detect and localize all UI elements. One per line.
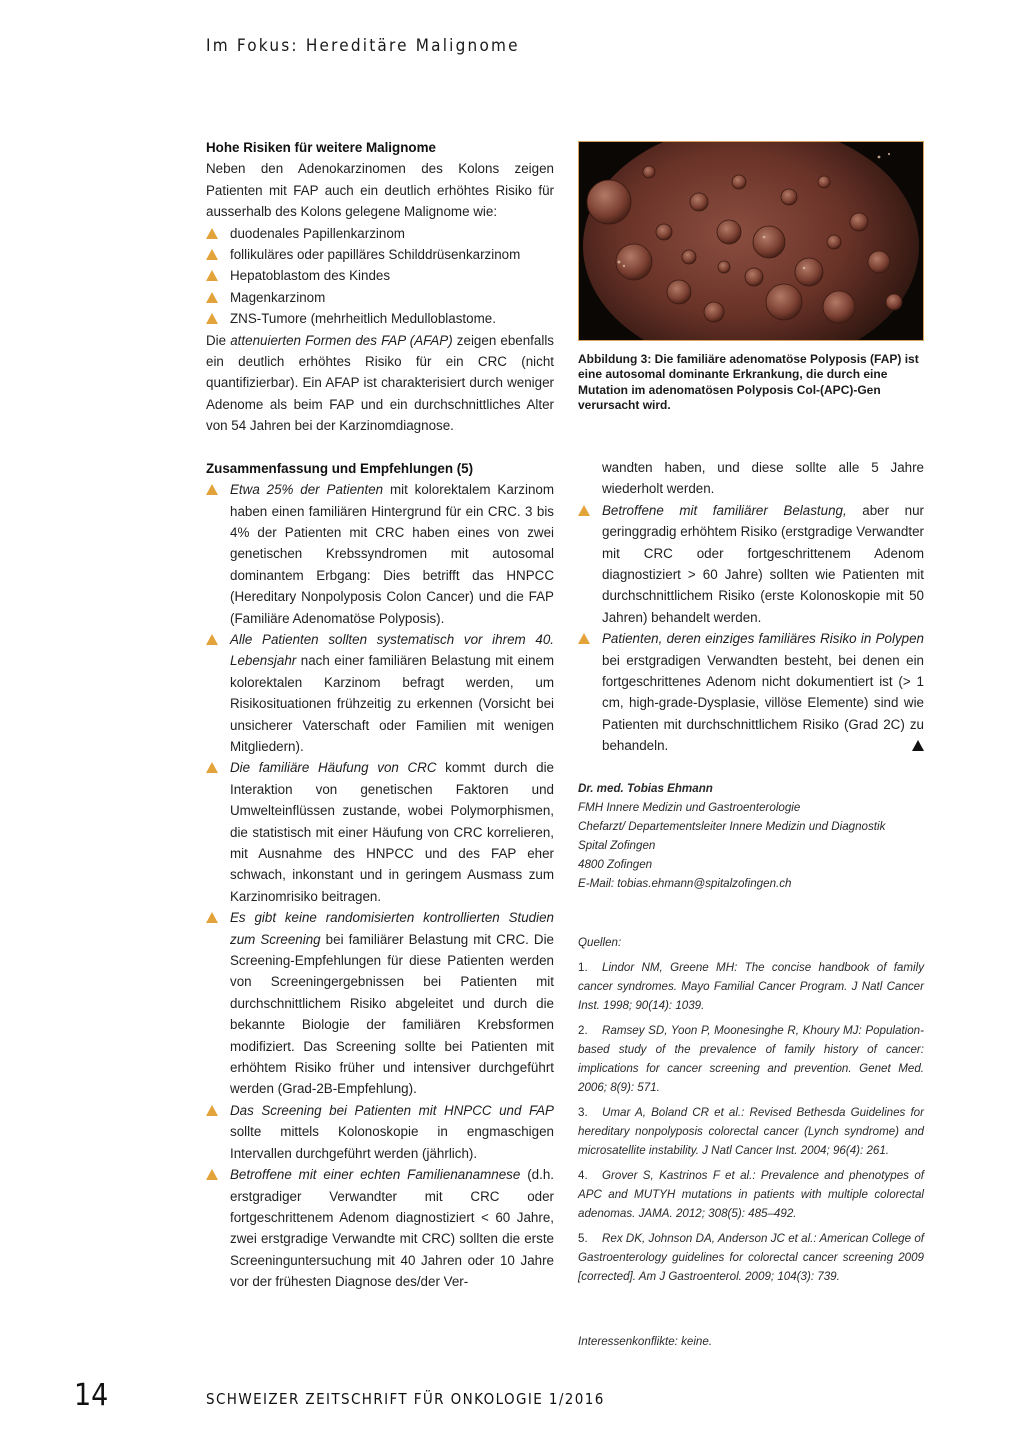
end-of-article-icon — [912, 740, 924, 751]
malignoma-list — [206, 223, 554, 330]
triangle-bullet-icon — [206, 634, 218, 645]
author-name: Dr. med. Tobias Ehmann — [578, 781, 713, 795]
section-heading-risks: Hohe Risiken für weitere Malignome — [206, 140, 436, 155]
recommendation-item: Die familiäre Häufung von CRC kommt durch die Interaktion von genetischen Faktoren und Umwelteinflüssen zustande, wobei Polymorphismen, die statistisch mit einer Häufung von CRC korrelieren, mit Ausnahme des HNPCC und des FAP eher schwach, inkonstant und in geringem Ausmass zum Karzinomrisiko beitragen. — [206, 757, 554, 907]
author-line: 4800 Zofingen — [578, 857, 653, 871]
reference-item: 1. Lindor NM, Greene MH: The concise handbook of family cancer syndromes. Mayo Familial Cancer Program. J Natl Cancer Inst. 1998; 90(14): 1039. — [578, 960, 924, 1012]
list-item: ZNS-Tumore (mehrheitlich Medulloblastome. — [206, 308, 554, 329]
triangle-bullet-icon — [206, 1105, 218, 1116]
author-email: E-Mail: tobias.ehmann@spitalzofingen.ch — [578, 876, 792, 890]
recommendation-item: Etwa 25% der Patienten mit kolorektalem Karzinom haben einen familiären Hintergrund für ein CRC. 3 bis 4% der Patienten mit CRC haben eines von zwei genetischen Krebssyndromen mit autosomal dominantem Erbgang: Dies betrifft das HNPCC (Hereditary Nonpolyposis Colon Cancer) und die FAP (Familiäre Adenomatöse Polyposis). — [206, 479, 554, 629]
references — [578, 933, 924, 1286]
triangle-bullet-icon — [206, 762, 218, 773]
triangle-bullet-icon — [206, 249, 218, 260]
triangle-bullet-icon — [206, 292, 218, 303]
figure-caption: Abbildung 3: Die familiäre adenomatöse Polyposis (FAP) ist eine autosomal dominante Erkrankung, die durch eine Mutation im adenomatösen Polyposis Col-(APC)-Gen verursacht wird. — [578, 352, 919, 413]
triangle-bullet-icon — [206, 313, 218, 324]
paragraph-intro: Neben den Adenokarzinomen des Kolons zeigen Patienten mit FAP auch ein deutlich erhöhtes Risiko für ausserhalb des Kolons gelegene Malignome wie: — [206, 161, 554, 220]
list-item: Magenkarzinom — [206, 287, 554, 308]
page-number: 14 — [74, 1378, 109, 1413]
reference-item: 2. Ramsey SD, Yoon P, Moonesinghe R, Khoury MJ: Population-based study of the prevalence of family history of cancer: implications for cancer screening and prevention. Genet Med. 2006; 8(9): 571. — [578, 1023, 924, 1094]
author-block — [578, 779, 924, 893]
recommendation-list — [206, 479, 554, 1292]
author-line: FMH Innere Medizin und Gastroenterologie — [578, 800, 801, 814]
journal-title: SCHWEIZER ZEITSCHRIFT FÜR ONKOLOGIE 1/2016 — [206, 1390, 605, 1408]
list-item: duodenales Papillenkarzinom — [206, 223, 554, 244]
recommendation-item: Betroffene mit einer echten Familienanamnese (d.h. erstgradiger Verwandter mit CRC oder fortgeschrittenem Adenom diagnostiziert < 60 Jahre, zwei erstgradige Verwandte mit CRC) sollten die erste Screeninguntersuchung mit 40 Jahren oder 10 Jahre vor der frühesten Diagnose des/der Ver- — [206, 1164, 554, 1292]
list-item: Hepatoblastom des Kindes — [206, 265, 554, 286]
recommendation-item: Patienten, deren einziges familiäres Risiko in Polypen bei erstgradigen Verwandten besteht, bei denen ein fortgeschrittenes Adenom nicht dokumentiert ist (> 1 cm, high-grade-Dysplasie, villöse Elemente) sind wie Patienten mit durchschnittlichem Risiko (Grad 2C) zu behandeln. — [578, 628, 924, 756]
recommendation-item: Betroffene mit familiärer Belastung, aber nur geringgradig erhöhtem Risiko (erstgradige Verwandter mit CRC oder fortgeschrittenem Adenom diagnostiziert > 60 Jahre) sollten wie Patienten mit durchschnittlichem Risiko (erste Kolonoskopie mit 50 Jahren) behandelt werden. — [578, 500, 924, 628]
reference-item: 3. Umar A, Boland CR et al.: Revised Bethesda Guidelines for hereditary nonpolyposis colorectal cancer (Lynch syndrome) and microsatellite instability. J Natl Cancer Inst. 2004; 96(4): 261. — [578, 1105, 924, 1157]
author-line: Spital Zofingen — [578, 838, 656, 852]
triangle-bullet-icon — [206, 228, 218, 239]
triangle-bullet-icon — [206, 1169, 218, 1180]
author-line: Chefarzt/ Departementsleiter Innere Medizin und Diagnostik — [578, 819, 886, 833]
figure — [578, 141, 924, 414]
paragraph-afap: Die attenuierten Formen des FAP (AFAP) zeigen ebenfalls ein deutlich erhöhtes Risiko für ein CRC (nicht quantifizierbar). Ein AFAP ist charakterisiert durch weniger Adenome als beim FAP und ein durchschnittliches Alter von 54 Jahren bei der Karzinomdiagnose. — [206, 332, 554, 434]
running-header: Im Fokus: Hereditäre Malignome — [206, 36, 520, 56]
recommendation-continuation: wandten haben, und diese sollte alle 5 Jahre wiederholt werden. — [602, 460, 924, 497]
triangle-bullet-icon — [206, 912, 218, 923]
section-heading-summary: Zusammenfassung und Empfehlungen (5) — [206, 460, 474, 476]
conflict-of-interest: Interessenkonflikte: keine. — [578, 1334, 713, 1348]
endoscopy-polyposis-picture — [579, 142, 923, 340]
triangle-bullet-icon — [578, 633, 590, 644]
endoscopy-image — [578, 141, 924, 341]
reference-item: 4. Grover S, Kastrinos F et al.: Prevalence and phenotypes of APC and MUTYH mutations in patients with multiple colorectal adenomas. JAMA. 2012; 308(5): 485–492. — [578, 1168, 924, 1220]
recommendation-item: Alle Patienten sollten systematisch vor ihrem 40. Lebensjahr nach einer familiären Belastung mit einem kolorektalen Karzinom befragt werden, um Risikosituationen frühzeitig zu erkennen (Vorsicht bei unsicherer Vaterschaft oder Familien mit wenigen Mitgliedern). — [206, 629, 554, 757]
triangle-bullet-icon — [206, 484, 218, 495]
references-title: Quellen: — [578, 935, 622, 949]
triangle-bullet-icon — [206, 270, 218, 281]
recommendation-list-cont — [578, 457, 924, 757]
recommendation-item: Es gibt keine randomisierten kontrollierten Studien zum Screening bei familiärer Belastung mit CRC. Die Screening-Empfehlungen für diese Patienten werden von Screeningergebnissen bei Patienten mit durchschnittlichem Risiko abgeleitet und durch die bekannte Biologie der familiären Krebsformen modifiziert. Das Screening sollte bei Patienten mit erhöhtem Risiko früher und intensiver durchgeführt werden (Grad-2B-Empfehlung). — [206, 907, 554, 1100]
list-item: follikuläres oder papilläres Schilddrüsenkarzinom — [206, 244, 554, 265]
reference-item: 5. Rex DK, Johnson DA, Anderson JC et al.: American College of Gastroenterology guidelines for colorectal cancer screening 2009 [corrected]. Am J Gastroenterol. 2009; 104(3): 739. — [578, 1231, 924, 1283]
recommendation-item: Das Screening bei Patienten mit HNPCC und FAP sollte mittels Kolonoskopie in engmaschigen Intervallen durchgeführt werden (jährlich). — [206, 1100, 554, 1164]
triangle-bullet-icon — [578, 505, 590, 516]
right-column — [578, 457, 924, 1351]
left-column — [206, 137, 554, 1293]
